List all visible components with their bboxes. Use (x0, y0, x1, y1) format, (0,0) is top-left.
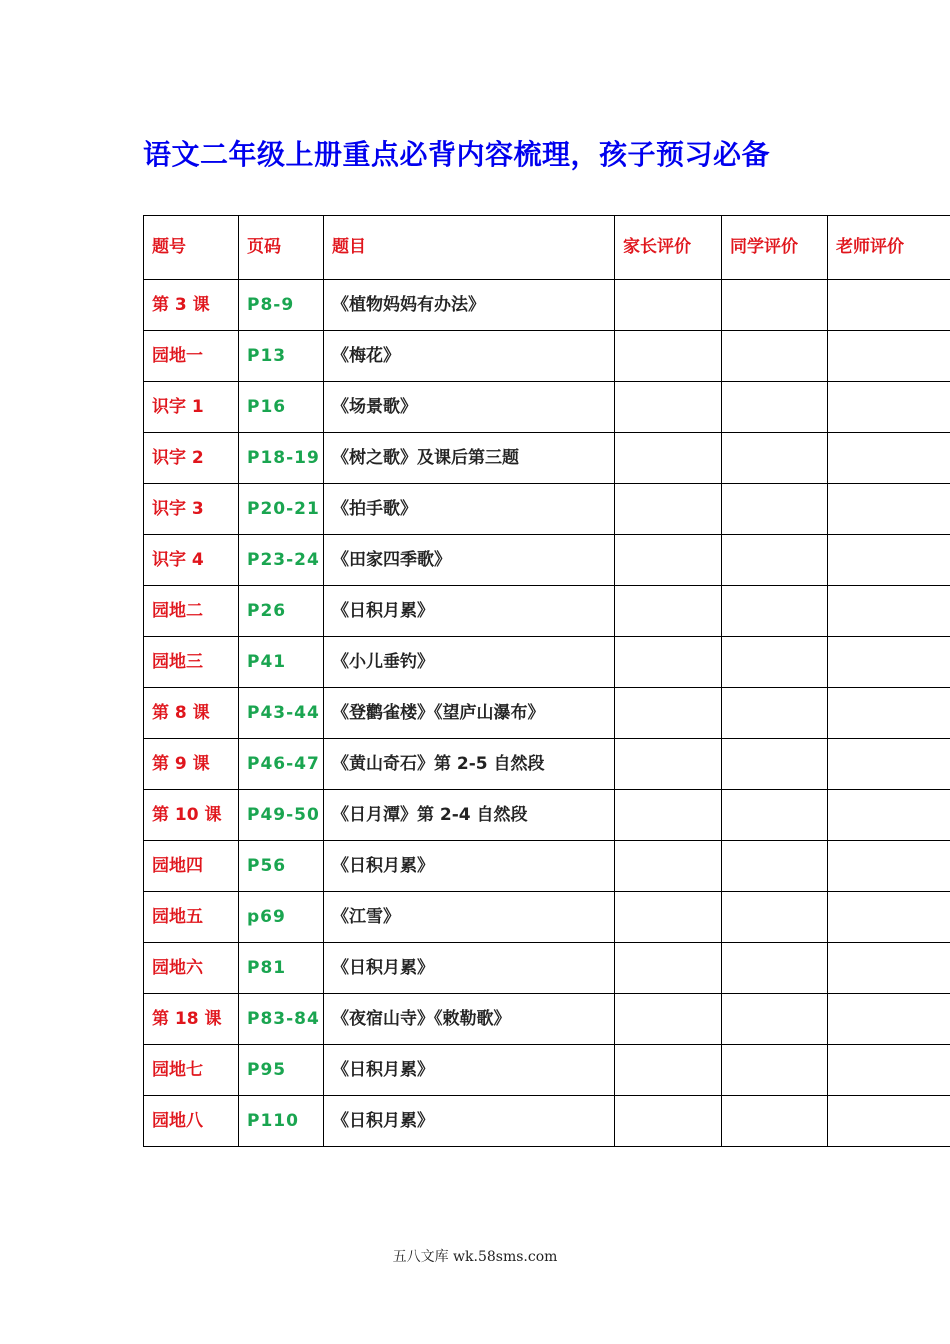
table-row (144, 382, 950, 433)
cell-teacher-review (828, 1096, 950, 1147)
cell-teacher-review (828, 535, 950, 586)
cell-number: 园地二 (144, 586, 239, 637)
cell-classmate-review (722, 484, 828, 535)
cell-classmate-review (722, 433, 828, 484)
cell-page: P95 (239, 1045, 324, 1096)
cell-number: 第 10 课 (144, 790, 239, 841)
cell-title: 《拍手歌》 (324, 484, 615, 535)
cell-teacher-review (828, 739, 950, 790)
cell-teacher-review (828, 841, 950, 892)
cell-page: P26 (239, 586, 324, 637)
cell-parent-review (615, 637, 722, 688)
table-row (144, 943, 950, 994)
cell-classmate-review (722, 1045, 828, 1096)
cell-number: 园地八 (144, 1096, 239, 1147)
table-row (144, 535, 950, 586)
cell-title: 《日积月累》 (324, 1096, 615, 1147)
cell-number: 第 18 课 (144, 994, 239, 1045)
cell-page: P16 (239, 382, 324, 433)
cell-page: P56 (239, 841, 324, 892)
table-row (144, 739, 950, 790)
cell-parent-review (615, 739, 722, 790)
cell-parent-review (615, 382, 722, 433)
cell-teacher-review (828, 331, 950, 382)
cell-number: 园地四 (144, 841, 239, 892)
header-classmate-review: 同学评价 (722, 216, 828, 280)
cell-teacher-review (828, 688, 950, 739)
cell-number: 第 8 课 (144, 688, 239, 739)
cell-page: P81 (239, 943, 324, 994)
cell-classmate-review (722, 280, 828, 331)
cell-title: 《植物妈妈有办法》 (324, 280, 615, 331)
header-page: 页码 (239, 216, 324, 280)
cell-classmate-review (722, 637, 828, 688)
cell-title: 《黄山奇石》第 2-5 自然段 (324, 739, 615, 790)
cell-page: P83-84 (239, 994, 324, 1045)
recitation-table (143, 215, 950, 1147)
cell-title: 《场景歌》 (324, 382, 615, 433)
cell-parent-review (615, 892, 722, 943)
table-row (144, 484, 950, 535)
cell-title: 《小儿垂钓》 (324, 637, 615, 688)
table-row (144, 994, 950, 1045)
header-title: 题目 (324, 216, 615, 280)
table-row (144, 280, 950, 331)
table-row (144, 331, 950, 382)
cell-number: 第 3 课 (144, 280, 239, 331)
footer-watermark: 五八文库 wk.58sms.com (392, 1249, 558, 1265)
cell-parent-review (615, 994, 722, 1045)
table-row (144, 688, 950, 739)
cell-number: 园地一 (144, 331, 239, 382)
table-row (144, 1096, 950, 1147)
cell-title: 《梅花》 (324, 331, 615, 382)
cell-parent-review (615, 688, 722, 739)
cell-classmate-review (722, 331, 828, 382)
cell-title: 《日积月累》 (324, 943, 615, 994)
cell-classmate-review (722, 382, 828, 433)
cell-classmate-review (722, 739, 828, 790)
cell-title: 《登鹳雀楼》《望庐山瀑布》 (324, 688, 615, 739)
cell-title: 《日积月累》 (324, 841, 615, 892)
table-row (144, 790, 950, 841)
cell-page: P13 (239, 331, 324, 382)
cell-parent-review (615, 790, 722, 841)
cell-page: P8-9 (239, 280, 324, 331)
cell-classmate-review (722, 943, 828, 994)
cell-teacher-review (828, 280, 950, 331)
cell-page: P43-44 (239, 688, 324, 739)
cell-page: p69 (239, 892, 324, 943)
cell-teacher-review (828, 382, 950, 433)
document-title: 语文二年级上册重点必背内容梳理，孩子预习必备 (143, 138, 771, 171)
cell-page: P110 (239, 1096, 324, 1147)
cell-classmate-review (722, 586, 828, 637)
cell-number: 园地六 (144, 943, 239, 994)
cell-classmate-review (722, 1096, 828, 1147)
cell-teacher-review (828, 943, 950, 994)
cell-title: 《树之歌》及课后第三题 (324, 433, 615, 484)
cell-number: 识字 3 (144, 484, 239, 535)
cell-parent-review (615, 331, 722, 382)
cell-classmate-review (722, 841, 828, 892)
cell-page: P20-21 (239, 484, 324, 535)
cell-title: 《日月潭》第 2-4 自然段 (324, 790, 615, 841)
cell-parent-review (615, 433, 722, 484)
cell-page: P41 (239, 637, 324, 688)
cell-teacher-review (828, 994, 950, 1045)
cell-page: P46-47 (239, 739, 324, 790)
cell-parent-review (615, 484, 722, 535)
cell-parent-review (615, 280, 722, 331)
table-row (144, 586, 950, 637)
table-row (144, 433, 950, 484)
table-body (144, 280, 950, 1147)
cell-title: 《夜宿山寺》《敕勒歌》 (324, 994, 615, 1045)
cell-teacher-review (828, 637, 950, 688)
cell-teacher-review (828, 1045, 950, 1096)
cell-page: P23-24 (239, 535, 324, 586)
cell-teacher-review (828, 433, 950, 484)
cell-number: 第 9 课 (144, 739, 239, 790)
cell-classmate-review (722, 790, 828, 841)
cell-parent-review (615, 1096, 722, 1147)
cell-parent-review (615, 586, 722, 637)
cell-teacher-review (828, 484, 950, 535)
cell-classmate-review (722, 994, 828, 1045)
cell-number: 识字 2 (144, 433, 239, 484)
table-row (144, 892, 950, 943)
cell-classmate-review (722, 892, 828, 943)
header-parent-review: 家长评价 (615, 216, 722, 280)
cell-teacher-review (828, 790, 950, 841)
cell-number: 园地三 (144, 637, 239, 688)
table-header-row (144, 216, 950, 280)
cell-page: P18-19 (239, 433, 324, 484)
cell-parent-review (615, 841, 722, 892)
cell-parent-review (615, 943, 722, 994)
cell-parent-review (615, 1045, 722, 1096)
cell-number: 园地七 (144, 1045, 239, 1096)
cell-classmate-review (722, 688, 828, 739)
cell-teacher-review (828, 892, 950, 943)
table-row (144, 841, 950, 892)
cell-title: 《日积月累》 (324, 1045, 615, 1096)
table-row (144, 1045, 950, 1096)
header-number: 题号 (144, 216, 239, 280)
cell-title: 《田家四季歌》 (324, 535, 615, 586)
cell-number: 识字 1 (144, 382, 239, 433)
header-teacher-review: 老师评价 (828, 216, 950, 280)
cell-parent-review (615, 535, 722, 586)
cell-title: 《江雪》 (324, 892, 615, 943)
cell-title: 《日积月累》 (324, 586, 615, 637)
cell-number: 园地五 (144, 892, 239, 943)
table-row (144, 637, 950, 688)
cell-number: 识字 4 (144, 535, 239, 586)
cell-teacher-review (828, 586, 950, 637)
cell-classmate-review (722, 535, 828, 586)
cell-page: P49-50 (239, 790, 324, 841)
